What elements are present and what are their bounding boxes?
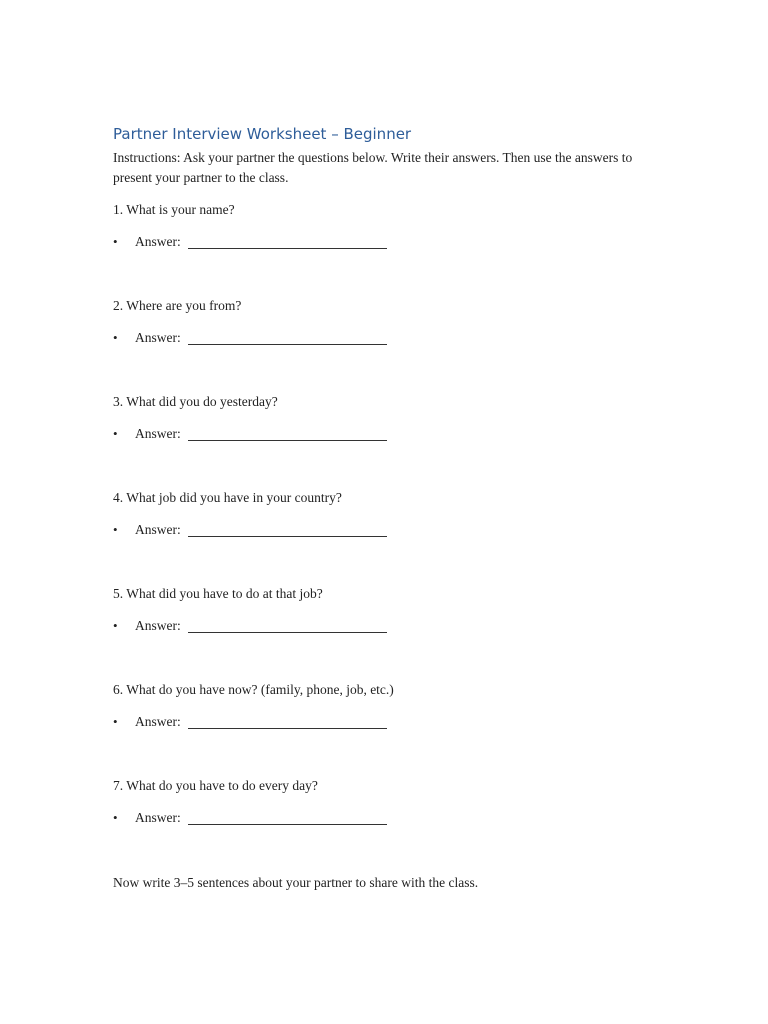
bullet-icon: • [113, 714, 118, 729]
bullet-icon: • [113, 426, 118, 441]
answer-label: Answer: [135, 330, 181, 345]
answer-blank-line[interactable] [188, 248, 387, 249]
question-1: 1. What is your name? [113, 202, 235, 217]
question-6: 6. What do you have now? (family, phone, job, etc.) [113, 682, 394, 697]
question-2: 2. Where are you from? [113, 298, 242, 313]
bullet-icon: • [113, 810, 118, 825]
bullet-icon: • [113, 618, 118, 633]
question-4: 4. What job did you have in your country? [113, 490, 342, 505]
answer-blank-line[interactable] [188, 824, 387, 825]
closing-instruction: Now write 3–5 sentences about your partner to share with the class. [113, 875, 479, 890]
answer-blank-line[interactable] [188, 632, 387, 633]
question-5: 5. What did you have to do at that job? [113, 586, 323, 601]
answer-blank-line[interactable] [188, 440, 387, 441]
answer-label: Answer: [135, 234, 181, 249]
answer-label: Answer: [135, 618, 181, 633]
question-7: 7. What do you have to do every day? [113, 778, 318, 793]
answer-blank-line[interactable] [188, 344, 387, 345]
answer-label: Answer: [135, 714, 181, 729]
bullet-icon: • [113, 234, 118, 249]
worksheet-title: Partner Interview Worksheet – Beginner [113, 125, 412, 143]
question-3: 3. What did you do yesterday? [113, 394, 278, 409]
bullet-icon: • [113, 330, 118, 345]
bullet-icon: • [113, 522, 118, 537]
answer-label: Answer: [135, 426, 181, 441]
instructions-text: Instructions: Ask your partner the questions below. Write their answers. Then use the answers to present your partner to the class. [113, 150, 633, 185]
answer-label: Answer: [135, 522, 181, 537]
answer-blank-line[interactable] [188, 536, 387, 537]
answer-label: Answer: [135, 810, 181, 825]
answer-blank-line[interactable] [188, 728, 387, 729]
